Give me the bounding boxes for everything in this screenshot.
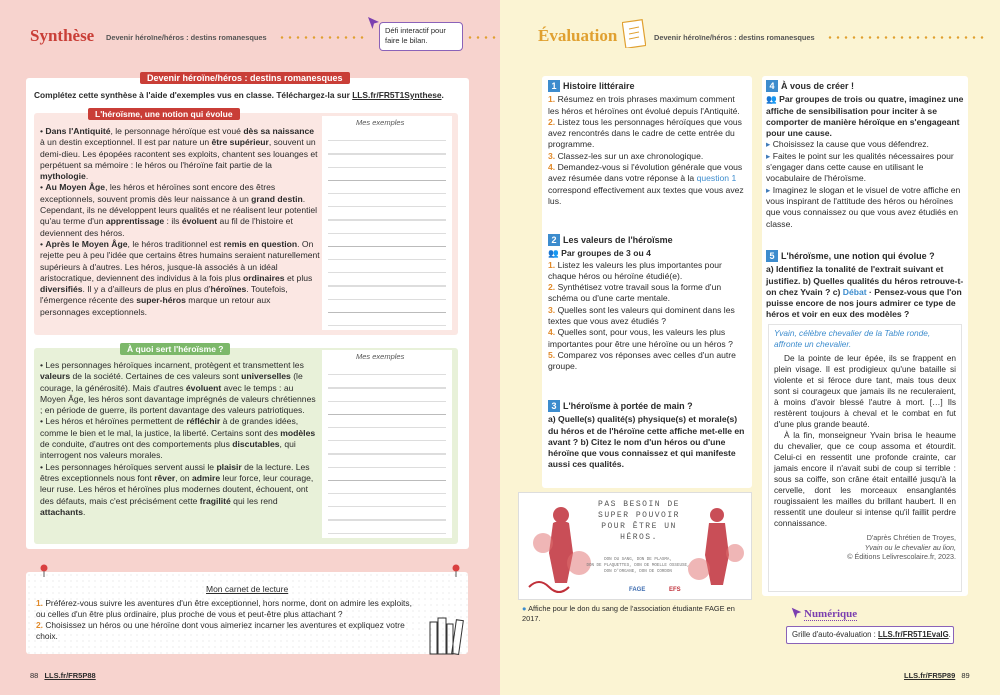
section-title: À quoi sert l'héroïsme ?	[120, 343, 230, 355]
bullet-reflection: • Les héros et héroïnes permettent de réfléchir à de grandes idées, comme le bien et le mal, la justice, la liberté. Certains sont des modèles de conduite, d'autres ont des comportements plus discutables, qui interrogent nos valeurs morales.	[40, 416, 316, 461]
bubble-text: Défi interactif pour faire le bilan.	[385, 26, 446, 45]
page-link[interactable]: LLS.fr/FR5P89	[904, 671, 956, 680]
intro-label: Complétez cette synthèse à l'aide d'exemples vus en classe. Téléchargez-la sur	[34, 90, 353, 100]
poster-slogan: SUPER POUVOIR	[598, 511, 680, 520]
list-item: ▸ Imaginez le slogan et le visuel de votre affiche en vous inspirant de l'attitude des héros ou héroïnes que vous connaissez ou que vous avez étudiés en classe.	[766, 184, 961, 229]
list-item: 2. Synthétisez votre travail sous la forme d'un schéma ou d'une carte mentale.	[548, 282, 722, 304]
section-title: L'héroïsme, une notion qui évolue	[88, 108, 240, 120]
section-number: 2	[548, 234, 560, 246]
intro-text	[34, 90, 464, 101]
poster-slogan: PAS BESOIN DE	[598, 500, 680, 509]
dotted-divider	[826, 36, 986, 39]
section-notion	[766, 250, 964, 321]
section-tag: Devenir héroïne/héros : destins romanesques	[140, 72, 350, 84]
list-item: 1. Listez les valeurs les plus importantes pour chaque héros ou héroïne étudié(e).	[548, 259, 722, 281]
list-item: 3. Quelles sont les valeurs qui dominent dans les textes que vous avez étudiés ?	[548, 304, 735, 327]
notebook-q2: 2. Choisissez un héros ou une héroïne dont vous aimeriez incarner les aventures et expliquez votre choix.	[36, 620, 405, 641]
bullet-values: • Les personnages héroïques incarnent, protègent et transmettent les valeurs de la société. Certaines de ces valeurs sont universelles (le courage, la générosité). Mais d'autres évoluent avec le temps : au Moyen Âge, les héros sont davantage imprégnés de valeurs chrétiennes ; en période de guerre, ils portent davantage des valeurs patriotiques.	[40, 360, 316, 416]
group-icon: 👥	[548, 248, 559, 259]
right-page	[500, 0, 1000, 695]
writing-lines[interactable]	[328, 128, 446, 326]
list-item: 4. Demandez-vous si l'évolution générale que vous avez résumée dans votre réponse à la question 1 correspond effectivement aux textes que vous avez lus.	[548, 162, 744, 206]
extract-paragraph: À la fin, monseigneur Yvain brisa le heaume du chevalier, que ce coup assoma et étourdit. Celui-ci en ressentit une profonde crainte, car jamais encore il n'avait subi de coup si terrible : sous sa coiffe, son crâne était entaillé jusqu'à la cervelle, dont les morceaux ensanglantés rougissaient les mailles du brillant haubert. Il en ressentit une douleur si intense qu'il faillit perdre connaissance.	[774, 430, 956, 528]
notebook-questions	[36, 598, 422, 642]
page-number: 88 LLS.fr/FR5P88	[30, 671, 96, 680]
section-title: Les valeurs de l'héroïsme	[563, 235, 673, 245]
section-question: a) Identifiez la tonalité de l'extrait suivant et justifiez. b) Quelles qualités du héros retrouve-t-on chez Yvain ? c) Débat · Pensez-vous que l'on puisse encore de nos jours admirer ce type de héros et voir en eux des modèles ?	[766, 264, 964, 320]
numerique-label: Grille d'auto-évaluation :	[792, 630, 879, 639]
pin-icon	[450, 564, 462, 580]
dotted-divider	[278, 36, 364, 39]
section-title: À vous de créer !	[781, 81, 855, 91]
notebook-title: Mon carnet de lecture	[206, 584, 289, 594]
numerique-box: Grille d'auto-évaluation : LLS.fr/FR5T1EvalG.	[786, 626, 954, 644]
list-item: ▸ Choisissez la cause que vous défendrez.	[766, 139, 929, 150]
writing-lines[interactable]	[328, 362, 446, 534]
section-histoire	[548, 80, 748, 207]
group-instruction: 👥 Par groupes de trois ou quatre, imaginez une affiche de sensibilisation pour inciter à se comporter de manière héroïque en s'engageant pour une cause.	[766, 94, 964, 139]
section-number: 4	[766, 80, 778, 92]
poster-caption: ● Affiche pour le don du sang de l'association étudiante FAGE en 2017.	[522, 604, 735, 623]
evaluation-grid-link[interactable]: LLS.fr/FR5T1EvalG	[878, 630, 949, 639]
section-title: L'héroïsme, une notion qui évolue ?	[781, 251, 935, 261]
poster-small-text: DON DE PLAQUETTES, DON DE MOELLE OSSEUSE,	[586, 564, 690, 568]
section-question: a) Quelle(s) qualité(s) physique(s) et morale(s) du héros et de l'héroïne cette affiche met-elle en avant ? b) Citez le nom d'un héros ou d'une héroïne que vous connaissez et qui manifeste aussi ces qualités.	[548, 414, 745, 470]
bullet-middle-ages: • Au Moyen Âge, les héros et héroïnes sont encore des êtres exceptionnels, souvent promis dès leur naissance à un grand destin. Cependant, ils ne développent leurs qualités et ne réalisent leur potentiel qu'au terme d'un apprentissage : ils évoluent au fil de l'histoire et deviennent des héros.	[40, 182, 318, 238]
section-number: 1	[548, 80, 560, 92]
intro-end: .	[441, 90, 444, 100]
cursor-icon	[790, 606, 804, 622]
examples-label: Mes exemples	[356, 352, 405, 361]
section-title: Histoire littéraire	[563, 81, 635, 91]
list-item: 3. Classez-les sur un axe chronologique.	[548, 150, 704, 161]
list-item: 2. Listez tous les personnages héroïques que vous avez rencontrés dans le cadre de cette entrée du programme.	[548, 116, 742, 150]
purpose-text	[40, 360, 320, 518]
debate-link[interactable]: Débat	[842, 286, 867, 297]
numerique-title: Numérique	[804, 608, 858, 620]
bullet-antiquity: • Dans l'Antiquité, le personnage héroïque est voué dès sa naissance à un destin exceptionnel. Il est par nature un être supérieur, souvent un demi-dieu. Les épopées racontent ses exploits, chantent ses louanges et perpétuent sa mémoire : le héros ou l'héroïne fait partie de la mythologie.	[40, 126, 318, 182]
page-title: Évaluation	[538, 26, 618, 45]
poster-logo: EFS	[669, 587, 681, 593]
section-title: L'héroïsme à portée de main ?	[563, 401, 693, 411]
section-portee	[548, 400, 748, 471]
poster-slogan: HÉROS.	[620, 533, 658, 542]
interactive-challenge-bubble[interactable]	[379, 22, 463, 51]
page-subtitle: Devenir héroïne/héros : destins romanesques	[106, 33, 267, 42]
poster-small-text: DON DU SANG, DON DE PLASMA,	[604, 558, 672, 562]
extract-intro: Yvain, célèbre chevalier de la Table ronde, affronte un chevalier.	[774, 328, 931, 349]
page-link[interactable]: LLS.fr/FR5P88	[44, 671, 96, 680]
blood-donation-poster	[518, 492, 752, 600]
list-item: 4. Quelles sont, pour vous, les valeurs les plus importantes pour être une héroïne ou un héros ?	[548, 327, 733, 349]
list-item: ▸ Faites le point sur les qualités nécessaires pour s'engager dans cette cause en utilisant le vocabulaire de l'héroïsme.	[766, 150, 954, 184]
page-title: Synthèse	[30, 26, 95, 45]
dotted-divider	[466, 36, 496, 39]
section-number: 5	[766, 250, 778, 262]
checklist-icon	[622, 18, 646, 50]
pin-icon	[38, 564, 50, 580]
synthesis-link[interactable]: LLS.fr/FR5T1Synthese	[352, 90, 442, 100]
books-icon	[428, 612, 472, 658]
section-creer	[766, 80, 964, 230]
extract-paragraph: De la pointe de leur épée, ils se frappent en plein visage. Il est prodigieux qu'une bataille si violente et si féroce dure tant, mais tous deux sont si courageux que jamais ils ne reculeraient, à moins d'avoir blessé l'autre à mort. […] Ils restèrent toujours à cheval et le combat en fut d'une plus grande beauté.	[774, 353, 956, 429]
evolution-text	[40, 126, 320, 318]
examples-label: Mes exemples	[356, 118, 405, 127]
page-subtitle: Devenir héroïne/héros : destins romanesques	[654, 33, 815, 42]
extract-text	[774, 328, 956, 562]
group-instruction: 👥 Par groupes de 3 ou 4	[548, 248, 651, 259]
list-item: 5. Comparez vos réponses avec celles d'un autre groupe.	[548, 349, 736, 372]
notebook-q1: 1. Préférez-vous suivre les aventures d'un être exceptionnel, hors norme, dont on admire les exploits, ou celles d'un être plus ordinaire, plus proche de vous et peut-être plus attachant ?	[36, 598, 412, 619]
poster-slogan: POUR ÊTRE UN	[601, 522, 677, 531]
list-item: 1. Résumez en trois phrases maximum comment les héros et héroïnes ont évolué depuis l'Antiquité.	[548, 94, 740, 116]
group-icon: 👥	[766, 94, 777, 105]
page-number: LLS.fr/FR5P89 89	[904, 671, 970, 680]
poster-small-text: DON D'ORGANE, DON DE CORDON	[604, 570, 672, 574]
bullet-after-middle-ages: • Après le Moyen Âge, le héros traditionnel est remis en question. On rejette peu à peu l'idée que certains êtres humains seraient naturellement supérieurs à d'autres. Les héros, jusque-là associés à un idéal aristocratique, deviennent des individus à la fois plus ordinaires et plus diversifiés. Il y a d'ailleurs de plus en plus d'héroïnes. Toutefois, l'émergence récente des super-héros marque un retour aux personnages exceptionnels.	[40, 238, 320, 317]
section-valeurs	[548, 234, 748, 373]
extract-source: D'après Chrétien de Troyes, Yvain ou le chevalier au lion, © Éditions Lelivrescolaire.fr, 2023.	[847, 533, 956, 561]
poster-logo: FAGE	[629, 587, 646, 593]
section-number: 3	[548, 400, 560, 412]
bullet-pleasure: • Les personnages héroïques servent aussi le plaisir de la lecture. Les êtres exceptionnels nous font rêver, on admire leur force, leur courage, leur ruse. Les héros et héroïnes plus modernes doutent, échouent, ont des défauts, mais c'est précisément cette fragilité qui les rend attachants.	[40, 461, 314, 517]
question-link[interactable]: question 1	[696, 173, 737, 184]
